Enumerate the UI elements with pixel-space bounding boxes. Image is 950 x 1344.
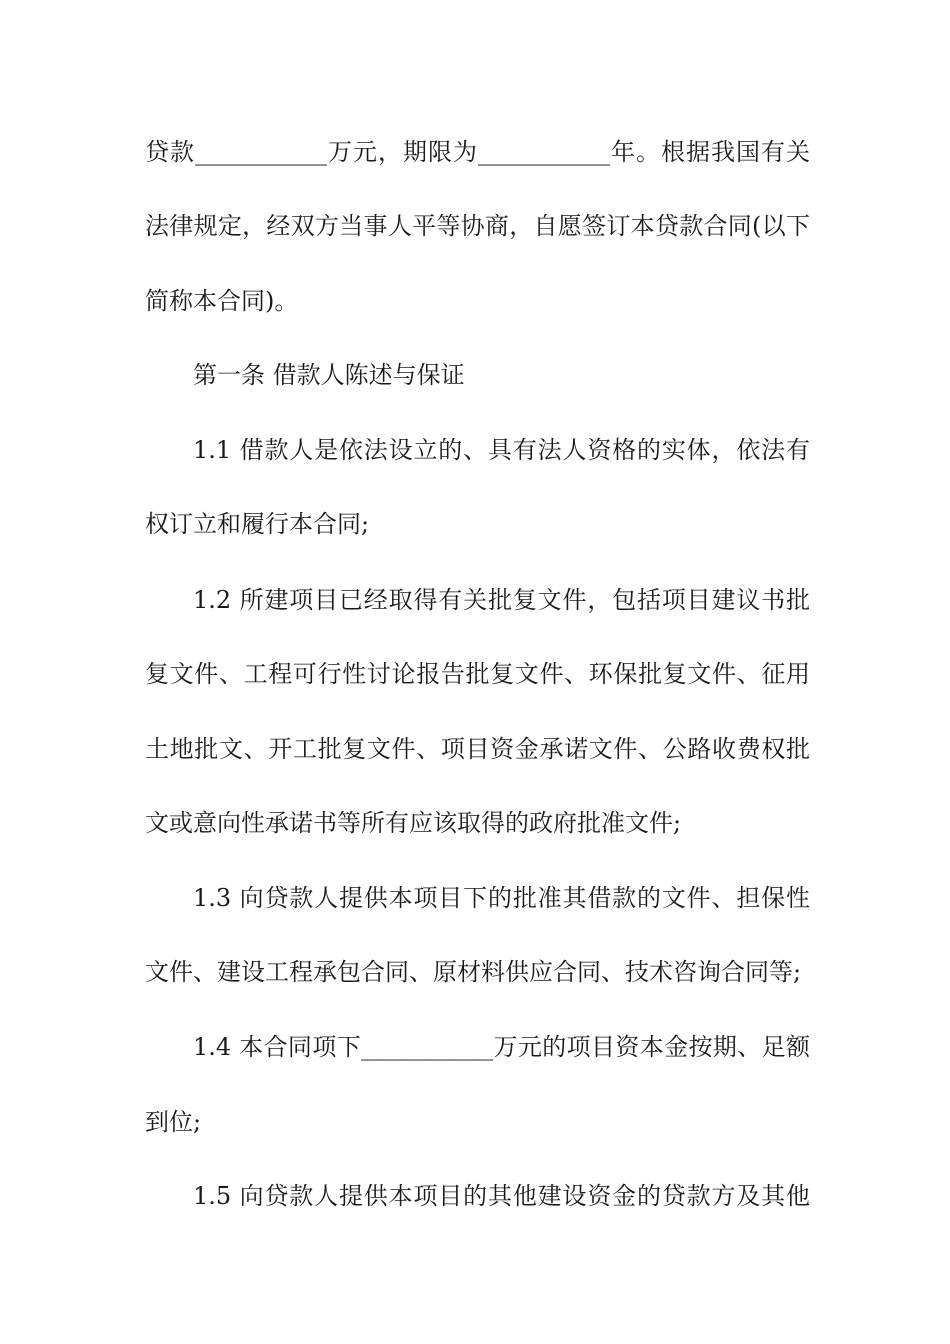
clause-1-3-line-2: 文件、建设工程承包合同、原材料供应合同、技术咨询合同等; bbox=[145, 958, 802, 986]
clause-1-2-line-3: 土地批文、开工批复文件、项目资金承诺文件、公路收费权批 bbox=[145, 735, 810, 763]
clause-1-2-line-1: 1.2 所建项目已经取得有关批复文件，包括项目建议书批 bbox=[193, 586, 810, 614]
clause-1-1-line-2: 权订立和履行本合同; bbox=[145, 510, 370, 538]
paragraph-line-3: 简称本合同)。 bbox=[145, 287, 299, 315]
clause-1-2-line-2: 复文件、工程可行性讨论报告批复文件、环保批复文件、征用 bbox=[145, 660, 810, 688]
paragraph-line-1: 贷款___________万元，期限为___________年。根据我国有关 bbox=[145, 138, 810, 166]
clause-1-2-line-4: 文或意向性承诺书等所有应该取得的政府批准文件; bbox=[145, 809, 682, 837]
section-heading-article-1: 第一条 借款人陈述与保证 bbox=[193, 361, 465, 389]
clause-1-3-line-1: 1.3 向贷款人提供本项目下的批准其借款的文件、担保性 bbox=[193, 884, 810, 912]
clause-1-5-line-1: 1.5 向贷款人提供本项目的其他建设资金的贷款方及其他 bbox=[193, 1182, 810, 1210]
clause-1-1-line-1: 1.1 借款人是依法设立的、具有法人资格的实体，依法有 bbox=[193, 436, 810, 464]
paragraph-line-2: 法律规定，经双方当事人平等协商，自愿签订本贷款合同(以下 bbox=[145, 212, 810, 240]
clause-1-4-line-2: 到位; bbox=[145, 1108, 202, 1136]
clause-1-4-line-1: 1.4 本合同项下___________万元的项目资本金按期、足额 bbox=[193, 1033, 810, 1061]
